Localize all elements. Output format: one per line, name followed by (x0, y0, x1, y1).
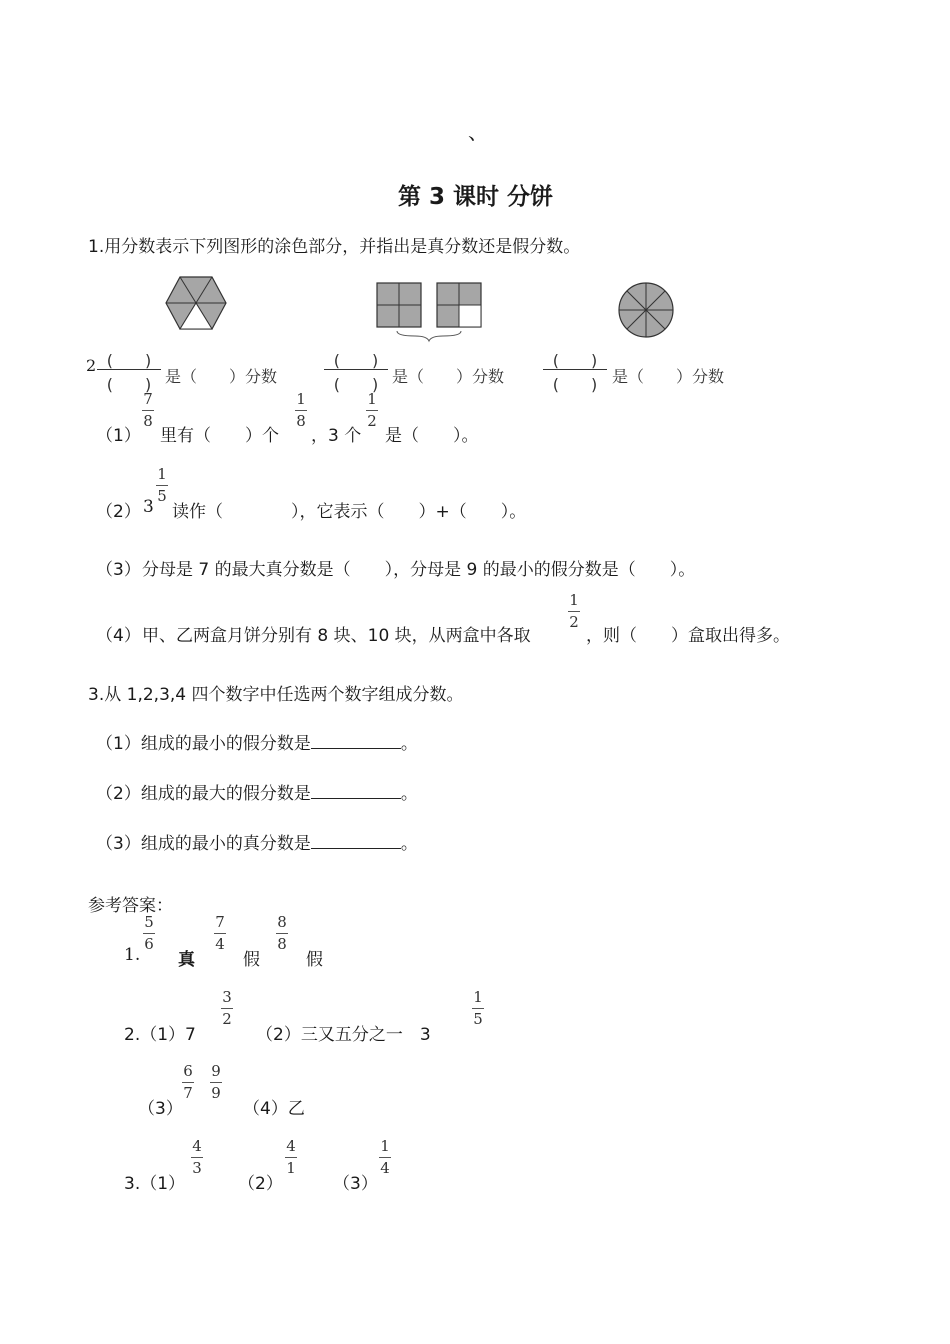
numerator: 4 (192, 1137, 202, 1155)
q3-item-3 (96, 829, 418, 854)
numerator: 1 (473, 988, 483, 1006)
q3-item-2 (96, 779, 418, 804)
fraction (379, 1138, 391, 1177)
fraction-bar (191, 1157, 203, 1158)
answer-2-mid: （2）三又五分之一 3 (256, 1025, 431, 1045)
q2-4-label: （4） (96, 626, 141, 646)
fraction-bar (210, 1082, 222, 1083)
page-title: 第 3 课时 分饼 (398, 184, 554, 210)
fraction-bar (366, 410, 378, 411)
fraction (210, 1063, 222, 1102)
numerator: 1 (296, 390, 306, 408)
q1-suffix-2: 是（ ）分数 (392, 367, 505, 386)
numerator: 3 (222, 988, 232, 1006)
numerator: 1 (367, 390, 377, 408)
fraction-bar (285, 1157, 297, 1158)
fraction-top: ( ) (333, 351, 379, 370)
q1-suffix-1: 是（ ）分数 (165, 367, 278, 386)
fraction (142, 391, 154, 430)
answer-3-label-3: （3） (333, 1174, 378, 1194)
answer-2b-label: （3） (138, 1099, 183, 1119)
fraction-bottom: ( ) (333, 375, 379, 394)
fraction-bar (142, 410, 154, 411)
q1-fraction-blank-2[interactable] (324, 348, 388, 394)
fraction-top: ( ) (552, 351, 598, 370)
fraction (156, 466, 168, 505)
fraction (276, 914, 288, 953)
fraction-bar (182, 1082, 194, 1083)
item-label: （3） (96, 834, 141, 854)
numerator: 8 (277, 913, 287, 931)
fraction (366, 391, 378, 430)
fraction-top: ( ) (106, 351, 152, 370)
denominator: 8 (296, 412, 306, 430)
q2-4-text-a: 甲、乙两盒月饼分别有 8 块、10 块，从两盒中各取 (142, 626, 531, 646)
fraction-bar (156, 485, 168, 486)
answer-1-label: 1. (124, 945, 141, 965)
whole-number: 3 (143, 497, 154, 517)
fraction-bar (379, 1157, 391, 1158)
answer-2-label: 2.（1）7 (124, 1025, 196, 1045)
fraction (221, 989, 233, 1028)
item-text: 组成的最小的真分数是 (140, 834, 311, 854)
item-label: （2） (96, 784, 141, 804)
numerator: 6 (183, 1062, 193, 1080)
answer-blank[interactable] (311, 832, 401, 849)
item-end: 。 (400, 734, 418, 754)
fraction-bar (221, 1008, 233, 1009)
numerator: 4 (286, 1137, 296, 1155)
fraction-bar (543, 369, 607, 370)
numerator: 5 (144, 913, 154, 931)
answer-1-word-3: 假 (306, 950, 323, 970)
fraction-bar (97, 369, 161, 370)
denominator: 2 (367, 412, 377, 430)
denominator: 8 (143, 412, 153, 430)
fraction-bar (143, 933, 155, 934)
fraction (214, 914, 226, 953)
fraction (568, 592, 580, 631)
circle-figure (617, 281, 675, 339)
q2-1-label: （1） (96, 426, 141, 446)
denominator: 7 (183, 1084, 193, 1102)
numerator: 9 (211, 1062, 221, 1080)
q1-text: 1.用分数表示下列图形的涂色部分，并指出是真分数还是假分数。 (88, 237, 581, 257)
answer-blank[interactable] (311, 732, 401, 749)
item-label: （1） (96, 734, 141, 754)
fraction-bar (472, 1008, 484, 1009)
q2-1-text-a: 里有（ ）个 (160, 426, 279, 446)
fraction-bar (324, 369, 388, 370)
fraction (182, 1063, 194, 1102)
item-end: 。 (400, 784, 418, 804)
item-end: 。 (400, 834, 418, 854)
numerator: 7 (143, 390, 153, 408)
q1-fraction-blank-3[interactable] (543, 348, 607, 394)
fraction (472, 989, 484, 1028)
fraction-bar (295, 410, 307, 411)
q2-number: 2 (86, 356, 97, 375)
q2-3-text: 分母是 7 的最大真分数是（ ），分母是 9 的最小的假分数是（ ）。 (142, 560, 696, 580)
denominator: 3 (192, 1159, 202, 1177)
answer-3-label-2: （2） (238, 1174, 283, 1194)
answer-blank[interactable] (311, 782, 401, 799)
denominator: 1 (286, 1159, 296, 1177)
fraction (285, 1138, 297, 1177)
fraction-bar (214, 933, 226, 934)
item-text: 组成的最大的假分数是 (140, 784, 311, 804)
numerator: 1 (380, 1137, 390, 1155)
numerator: 1 (157, 465, 167, 483)
q3-text: 3.从 1,2,3,4 四个数字中任选两个数字组成分数。 (88, 685, 464, 705)
q3-item-1 (96, 729, 418, 754)
denominator: 2 (222, 1010, 232, 1028)
q2-2-text: 读作（ ），它表示（ ）+（ ）。 (172, 502, 527, 522)
numerator: 7 (215, 913, 225, 931)
denominator: 5 (157, 487, 167, 505)
fraction-bar (276, 933, 288, 934)
answer-1-word-2: 假 (243, 950, 260, 970)
answers-heading: 参考答案： (88, 896, 173, 916)
fraction (191, 1138, 203, 1177)
fraction-bar (568, 611, 580, 612)
q1-fraction-blank-1[interactable] (97, 348, 161, 394)
fraction (143, 914, 155, 953)
fraction (295, 391, 307, 430)
answer-3-label: 3.（1） (124, 1174, 186, 1194)
q2-2-label: （2） (96, 502, 141, 522)
q2-1-text-b: ，3 个 (311, 426, 362, 446)
item-text: 组成的最小的假分数是 (140, 734, 311, 754)
hexagon-figure (164, 275, 228, 331)
squares-figure (375, 281, 485, 343)
fraction-bottom: ( ) (106, 375, 152, 394)
answer-1-word-1: 真 (178, 950, 195, 970)
q1-suffix-3: 是（ ）分数 (612, 367, 725, 386)
q2-1-text-c: 是（ ）。 (385, 426, 479, 446)
header-mark: 、 (468, 120, 488, 144)
denominator: 6 (144, 935, 154, 953)
q2-4-text-b: ，则（ ）盒取出得多。 (586, 626, 790, 646)
numerator: 1 (569, 591, 579, 609)
denominator: 5 (473, 1010, 483, 1028)
denominator: 2 (569, 613, 579, 631)
denominator: 4 (215, 935, 225, 953)
fraction-bottom: ( ) (552, 375, 598, 394)
denominator: 9 (211, 1084, 221, 1102)
q2-3-label: （3） (96, 560, 141, 580)
denominator: 4 (380, 1159, 390, 1177)
denominator: 8 (277, 935, 287, 953)
answer-2b-tail: （4）乙 (243, 1099, 305, 1119)
